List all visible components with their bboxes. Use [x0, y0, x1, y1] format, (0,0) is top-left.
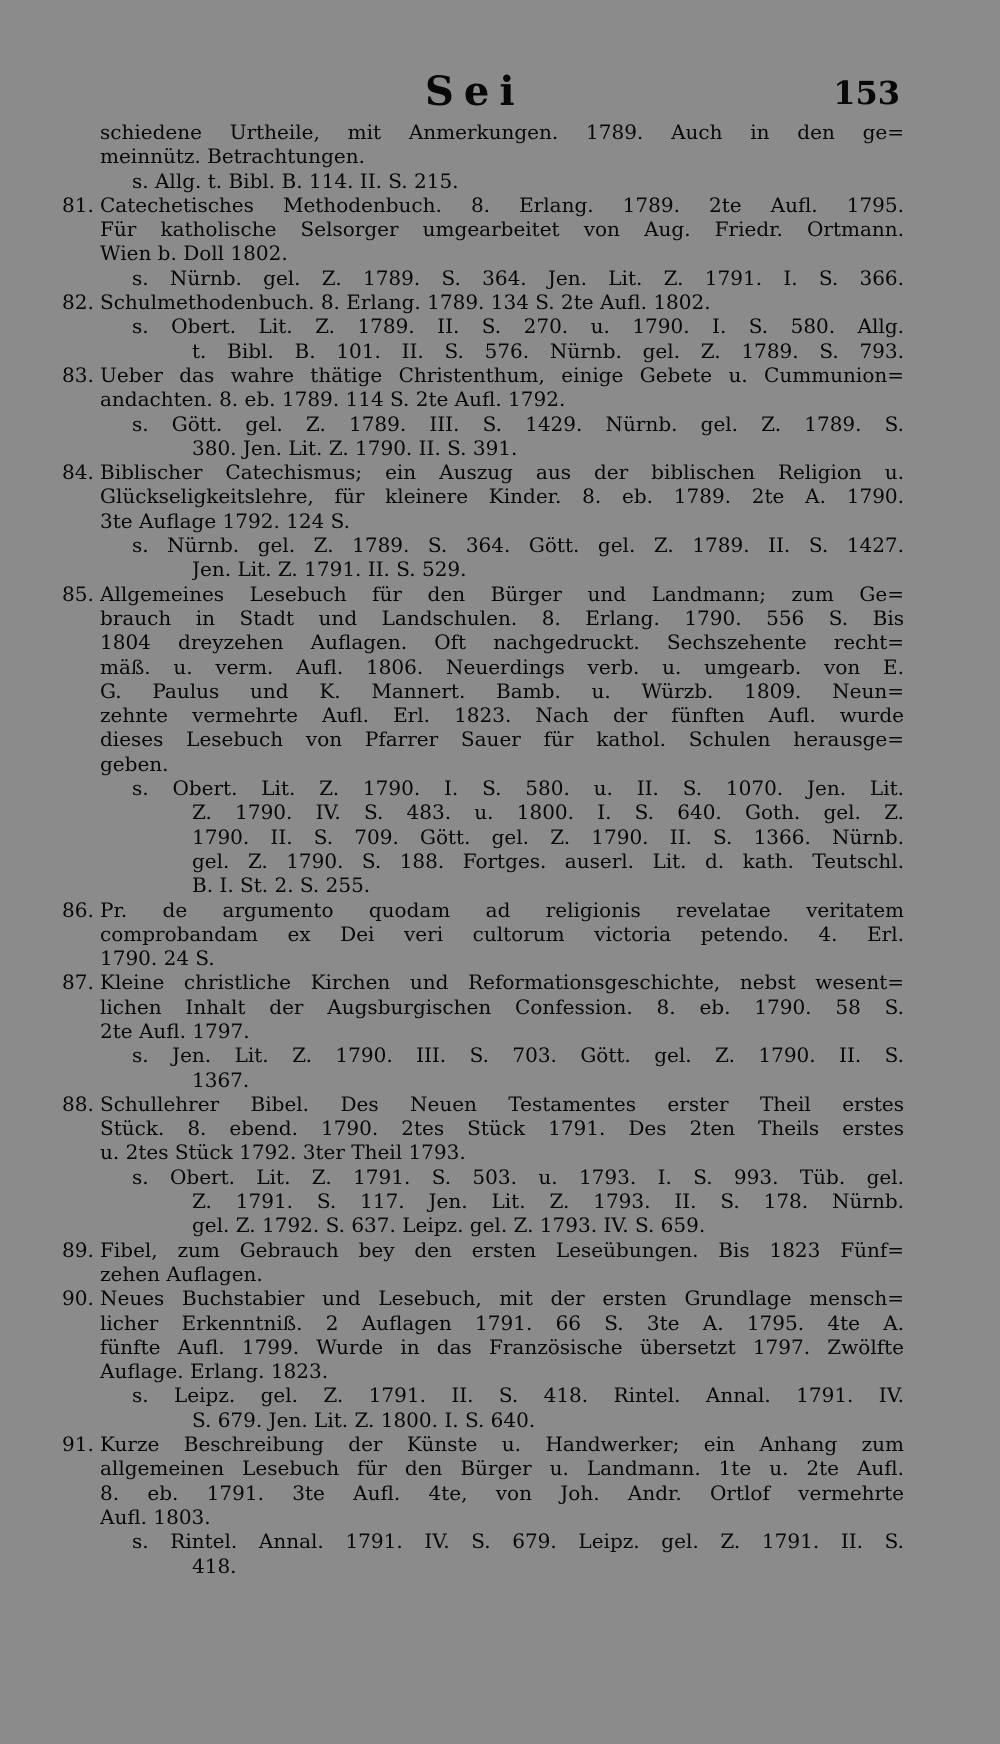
entry-line — [62, 339, 904, 363]
entry-number: 83. — [62, 362, 94, 387]
entry-line — [62, 606, 904, 630]
line-text: 3te Auflage 1792. 124 S. — [100, 508, 351, 533]
line-text: s. Leipz. gel. Z. 1791. II. S. 418. Rintel. Annal. 1791. IV. — [132, 1383, 904, 1408]
line-text: allgemeinen Lesebuch für den Bürger u. Landmann. 1te u. 2te Aufl. — [100, 1456, 904, 1481]
line-text: G. Paulus und K. Mannert. Bamb. u. Würzb. 1809. Neun= — [100, 678, 904, 703]
entry-line-numbered — [62, 1432, 904, 1456]
line-text: s. Gött. gel. Z. 1789. III. S. 1429. Nürnb. gel. Z. 1789. S. — [132, 411, 904, 436]
line-text: Fibel, zum Gebrauch bey den ersten Leseübungen. Bis 1823 Fünf= — [100, 1237, 904, 1262]
line-text: Wien b. Doll 1802. — [100, 241, 288, 266]
entry-line — [62, 776, 904, 800]
line-text: 8. eb. 1791. 3te Aufl. 4te, von Joh. Andr. Ortlof vermehrte — [100, 1480, 904, 1505]
entry-line-numbered — [62, 898, 904, 922]
line-text: Schulmethodenbuch. 8. Erlang. 1789. 134 S. 2te Aufl. 1802. — [100, 290, 711, 315]
entry-line-numbered — [62, 193, 904, 217]
line-text: s. Obert. Lit. Z. 1790. I. S. 580. u. II. S. 1070. Jen. Lit. — [132, 776, 904, 801]
entry-line — [62, 509, 904, 533]
line-text: Pr. de argumento quodam ad religionis revelatae veritatem — [100, 897, 904, 922]
entry-line-numbered — [62, 290, 904, 314]
line-text: s. Obert. Lit. Z. 1789. II. S. 270. u. 1790. I. S. 580. Allg. — [132, 314, 904, 339]
entry-line — [62, 436, 904, 460]
line-text: B. I. St. 2. S. 255. — [192, 873, 371, 898]
line-text: Für katholische Selsorger umgearbeitet von Aug. Friedr. Ortmann. — [100, 217, 904, 242]
line-text: geben. — [100, 751, 169, 776]
entry-line — [62, 703, 904, 727]
entry-line — [62, 1359, 904, 1383]
entry-number: 82. — [62, 290, 94, 315]
line-text: Catechetisches Methodenbuch. 8. Erlang. 1789. 2te Aufl. 1795. — [100, 192, 904, 217]
line-text: s. Nürnb. gel. Z. 1789. S. 364. Jen. Lit. Z. 1791. I. S. 366. — [132, 265, 904, 290]
line-text: s. Jen. Lit. Z. 1790. III. S. 703. Gött. gel. Z. 1790. II. S. — [132, 1043, 904, 1068]
line-text: andachten. 8. eb. 1789. 114 S. 2te Aufl. 1792. — [100, 387, 566, 412]
line-text: fünfte Aufl. 1799. Wurde in das Französische übersetzt 1797. Zwölfte — [100, 1334, 904, 1359]
entry-line — [62, 484, 904, 508]
entry-line — [62, 1383, 904, 1407]
line-text: Kleine christliche Kirchen und Reformationsgeschichte, nebst wesent= — [100, 970, 904, 995]
line-text: gel. Z. 1792. S. 637. Leipz. gel. Z. 1793. IV. S. 659. — [192, 1213, 706, 1238]
page-number: 153 — [833, 74, 900, 112]
line-text: schiedene Urtheile, mit Anmerkungen. 1789. Auch in den ge= — [100, 120, 904, 144]
entry-line — [62, 1213, 904, 1237]
entry-line — [62, 120, 904, 144]
entry-line — [62, 1043, 904, 1067]
entry-line-numbered — [62, 1238, 904, 1262]
line-text: Z. 1791. S. 117. Jen. Lit. Z. 1793. II. S. 178. Nürnb. — [192, 1189, 904, 1214]
line-text: Aufl. 1803. — [100, 1504, 211, 1529]
entry-line-numbered — [62, 460, 904, 484]
line-text: S. 679. Jen. Lit. Z. 1800. I. S. 640. — [192, 1407, 536, 1432]
line-text: meinnütz. Betrachtungen. — [100, 144, 365, 169]
line-text: gel. Z. 1790. S. 188. Fortges. auserl. Lit. d. kath. Teutschl. — [192, 848, 904, 873]
line-text: zehen Auflagen. — [100, 1261, 263, 1286]
entry-line — [62, 1481, 904, 1505]
bibliography-body — [62, 120, 904, 1578]
entry-line — [62, 825, 904, 849]
line-text: brauch in Stadt und Landschulen. 8. Erlang. 1790. 556 S. Bis — [100, 605, 904, 630]
entry-number: 81. — [62, 192, 94, 217]
entry-line — [62, 412, 904, 436]
line-text: licher Erkenntniß. 2 Auflagen 1791. 66 S. 3te A. 1795. 4te A. — [100, 1310, 904, 1335]
entry-line — [62, 1140, 904, 1164]
line-text: dieses Lesebuch von Pfarrer Sauer für kathol. Schulen herausge= — [100, 727, 904, 752]
line-text: Auflage. Erlang. 1823. — [100, 1359, 329, 1384]
running-title: Sei — [425, 68, 525, 115]
entry-line — [62, 1068, 904, 1092]
entry-line-numbered — [62, 582, 904, 606]
entry-number: 90. — [62, 1286, 94, 1311]
entry-number: 89. — [62, 1237, 94, 1262]
line-text: lichen Inhalt der Augsburgischen Confession. 8. eb. 1790. 58 S. — [100, 994, 904, 1019]
line-text: t. Bibl. B. 101. II. S. 576. Nürnb. gel. Z. 1789. S. 793. — [192, 338, 904, 363]
entry-number: 85. — [62, 581, 94, 606]
entry-number: 87. — [62, 970, 94, 995]
entry-line — [62, 1335, 904, 1359]
entry-line — [62, 1408, 904, 1432]
entry-line — [62, 1505, 904, 1529]
entry-line — [62, 946, 904, 970]
entry-line-numbered — [62, 363, 904, 387]
line-text: comprobandam ex Dei veri cultorum victoria petendo. 4. Erl. — [100, 921, 904, 946]
line-text: 1790. II. S. 709. Gött. gel. Z. 1790. II. S. 1366. Nürnb. — [192, 824, 904, 849]
line-text: 1804 dreyzehen Auflagen. Oft nachgedruckt. Sechszehente recht= — [100, 630, 904, 655]
entry-line — [62, 922, 904, 946]
line-text: Allgemeines Lesebuch für den Bürger und Landmann; zum Ge= — [100, 581, 904, 606]
entry-line-numbered — [62, 970, 904, 994]
line-text: 418. — [192, 1553, 237, 1578]
entry-line — [62, 1019, 904, 1043]
line-text: 2te Aufl. 1797. — [100, 1018, 250, 1043]
line-text: 1790. 24 S. — [100, 946, 215, 971]
entry-line — [62, 387, 904, 411]
entry-number: 91. — [62, 1432, 94, 1457]
entry-number: 88. — [62, 1091, 94, 1116]
entry-number: 86. — [62, 897, 94, 922]
entry-line-numbered — [62, 1092, 904, 1116]
entry-line — [62, 655, 904, 679]
entry-line — [62, 1165, 904, 1189]
entry-line — [62, 849, 904, 873]
line-text: s. Obert. Lit. Z. 1791. S. 503. u. 1793. I. S. 993. Tüb. gel. — [132, 1164, 904, 1189]
line-text: Jen. Lit. Z. 1791. II. S. 529. — [192, 557, 467, 582]
line-text: Biblischer Catechismus; ein Auszug aus der biblischen Religion u. — [100, 460, 904, 485]
line-text: 380. Jen. Lit. Z. 1790. II. S. 391. — [192, 435, 518, 460]
entry-line — [62, 800, 904, 824]
entry-line — [62, 144, 904, 168]
running-header — [0, 68, 1000, 116]
line-text: u. 2tes Stück 1792. 3ter Theil 1793. — [100, 1140, 466, 1165]
entry-line — [62, 995, 904, 1019]
entry-line — [62, 266, 904, 290]
entry-line — [62, 1529, 904, 1553]
line-text: s. Allg. t. Bibl. B. 114. II. S. 215. — [132, 168, 459, 193]
entry-line — [62, 1262, 904, 1286]
line-text: 1367. — [192, 1067, 250, 1092]
entry-number: 84. — [62, 460, 94, 485]
entry-line — [62, 169, 904, 193]
line-text: Glückseligkeitslehre, für kleinere Kinder. 8. eb. 1789. 2te A. 1790. — [100, 484, 904, 509]
entry-line — [62, 873, 904, 897]
entry-line — [62, 1311, 904, 1335]
entry-line — [62, 241, 904, 265]
entry-line — [62, 1456, 904, 1480]
line-text: s. Rintel. Annal. 1791. IV. S. 679. Leipz. gel. Z. 1791. II. S. — [132, 1529, 904, 1554]
line-text: Stück. 8. ebend. 1790. 2tes Stück 1791. Des 2ten Theils erstes — [100, 1116, 904, 1141]
line-text: Ueber das wahre thätige Christenthum, einige Gebete u. Cummunion= — [100, 362, 904, 387]
entry-line — [62, 217, 904, 241]
line-text: Z. 1790. IV. S. 483. u. 1800. I. S. 640. Goth. gel. Z. — [192, 800, 904, 825]
line-text: Neues Buchstabier und Lesebuch, mit der ersten Grundlage mensch= — [100, 1286, 904, 1311]
line-text: zehnte vermehrte Aufl. Erl. 1823. Nach der fünften Aufl. wurde — [100, 703, 904, 728]
line-text: mäß. u. verm. Aufl. 1806. Neuerdings verb. u. umgearb. von E. — [100, 654, 904, 679]
entry-line-numbered — [62, 1286, 904, 1310]
entry-line — [62, 679, 904, 703]
line-text: Schullehrer Bibel. Des Neuen Testamentes erster Theil erstes — [100, 1091, 904, 1116]
entry-line — [62, 727, 904, 751]
entry-line — [62, 1189, 904, 1213]
entry-line — [62, 752, 904, 776]
entry-line — [62, 557, 904, 581]
entry-line — [62, 630, 904, 654]
entry-line — [62, 314, 904, 338]
line-text: s. Nürnb. gel. Z. 1789. S. 364. Gött. gel. Z. 1789. II. S. 1427. — [132, 533, 904, 558]
entry-line — [62, 1554, 904, 1578]
line-text: Kurze Beschreibung der Künste u. Handwerker; ein Anhang zum — [100, 1432, 904, 1457]
entry-line — [62, 1116, 904, 1140]
entry-line — [62, 533, 904, 557]
